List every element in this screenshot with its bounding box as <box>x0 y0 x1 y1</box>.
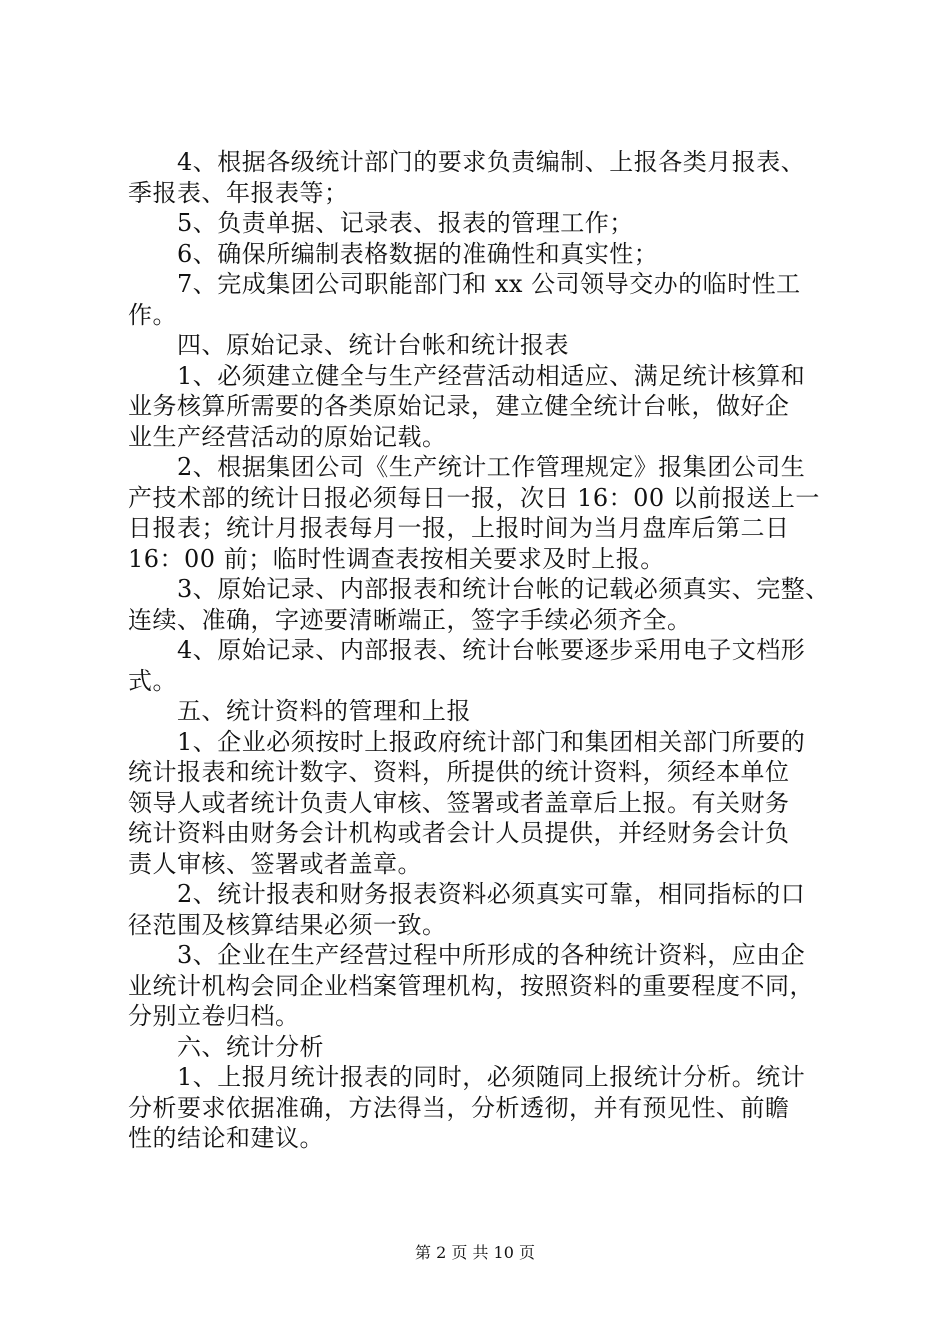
text-line: 六、统计分析 <box>177 1032 324 1061</box>
text-line: 统计报表和统计数字、资料，所提供的统计资料，须经本单位 <box>128 758 790 786</box>
text-line: 分析要求依据准确，方法得当，分析透彻，并有预见性、前瞻 <box>128 1093 790 1122</box>
text-line: 领导人或者统计负责人审核、签署或者盖章后上报。有关财务 <box>128 788 790 817</box>
text-line: 1、上报月统计报表的同时，必须随同上报统计分析。统计 <box>177 1063 806 1091</box>
text-line: 性的结论和建议。 <box>128 1124 324 1152</box>
text-line: 四、原始记录、统计台帐和统计报表 <box>177 331 569 359</box>
text-line: 业生产经营活动的原始记载。 <box>128 422 447 451</box>
document-body <box>128 147 830 1154</box>
text-line: 作。 <box>128 300 177 329</box>
text-line: 3、企业在生产经营过程中所形成的各种统计资料，应由企 <box>177 941 806 969</box>
text-line: 4、原始记录、内部报表、统计台帐要逐步采用电子文档形 <box>177 636 806 664</box>
text-line: 日报表；统计月报表每月一报，上报时间为当月盘库后第二日 <box>128 514 790 542</box>
text-line: 2、根据集团公司《生产统计工作管理规定》报集团公司生 <box>177 453 806 481</box>
text-line: 3、原始记录、内部报表和统计台帐的记载必须真实、完整、 <box>177 575 830 603</box>
text-line: 16：00 前；临时性调查表按相关要求及时上报。 <box>128 544 665 573</box>
text-line: 责人审核、签署或者盖章。 <box>128 849 422 878</box>
text-line: 1、必须建立健全与生产经营活动相适应、满足统计核算和 <box>177 361 806 390</box>
text-line: 1、企业必须按时上报政府统计部门和集团相关部门所要的 <box>177 727 806 756</box>
text-line: 2、统计报表和财务报表资料必须真实可靠，相同指标的口 <box>177 880 806 908</box>
text-line: 5、负责单据、记录表、报表的管理工作； <box>177 209 634 237</box>
text-line: 径范围及核算结果必须一致。 <box>128 910 447 939</box>
text-line: 业统计机构会同企业档案管理机构，按照资料的重要程度不同， <box>128 971 814 1000</box>
text-line: 季报表、年报表等； <box>128 178 349 207</box>
text-line: 6、确保所编制表格数据的准确性和真实性； <box>177 239 659 268</box>
text-line: 4、根据各级统计部门的要求负责编制、上报各类月报表、 <box>177 148 806 176</box>
text-line: 统计资料由财务会计机构或者会计人员提供，并经财务会计负 <box>128 819 790 847</box>
text-line: 产技术部的统计日报必须每日一报，次日 16：00 以前报送上一 <box>128 483 820 512</box>
text-line: 式。 <box>128 666 177 695</box>
text-line: 五、统计资料的管理和上报 <box>177 697 471 725</box>
text-line: 连续、准确，字迹要清晰端正，签字手续必须齐全。 <box>128 605 692 634</box>
page-footer: 第 2 页 共 10 页 <box>415 1243 535 1262</box>
text-line: 业务核算所需要的各类原始记录，建立健全统计台帐，做好企 <box>128 392 790 420</box>
text-line: 7、完成集团公司职能部门和 xx 公司领导交办的临时性工 <box>177 270 801 298</box>
text-line: 分别立卷归档。 <box>128 1002 300 1030</box>
